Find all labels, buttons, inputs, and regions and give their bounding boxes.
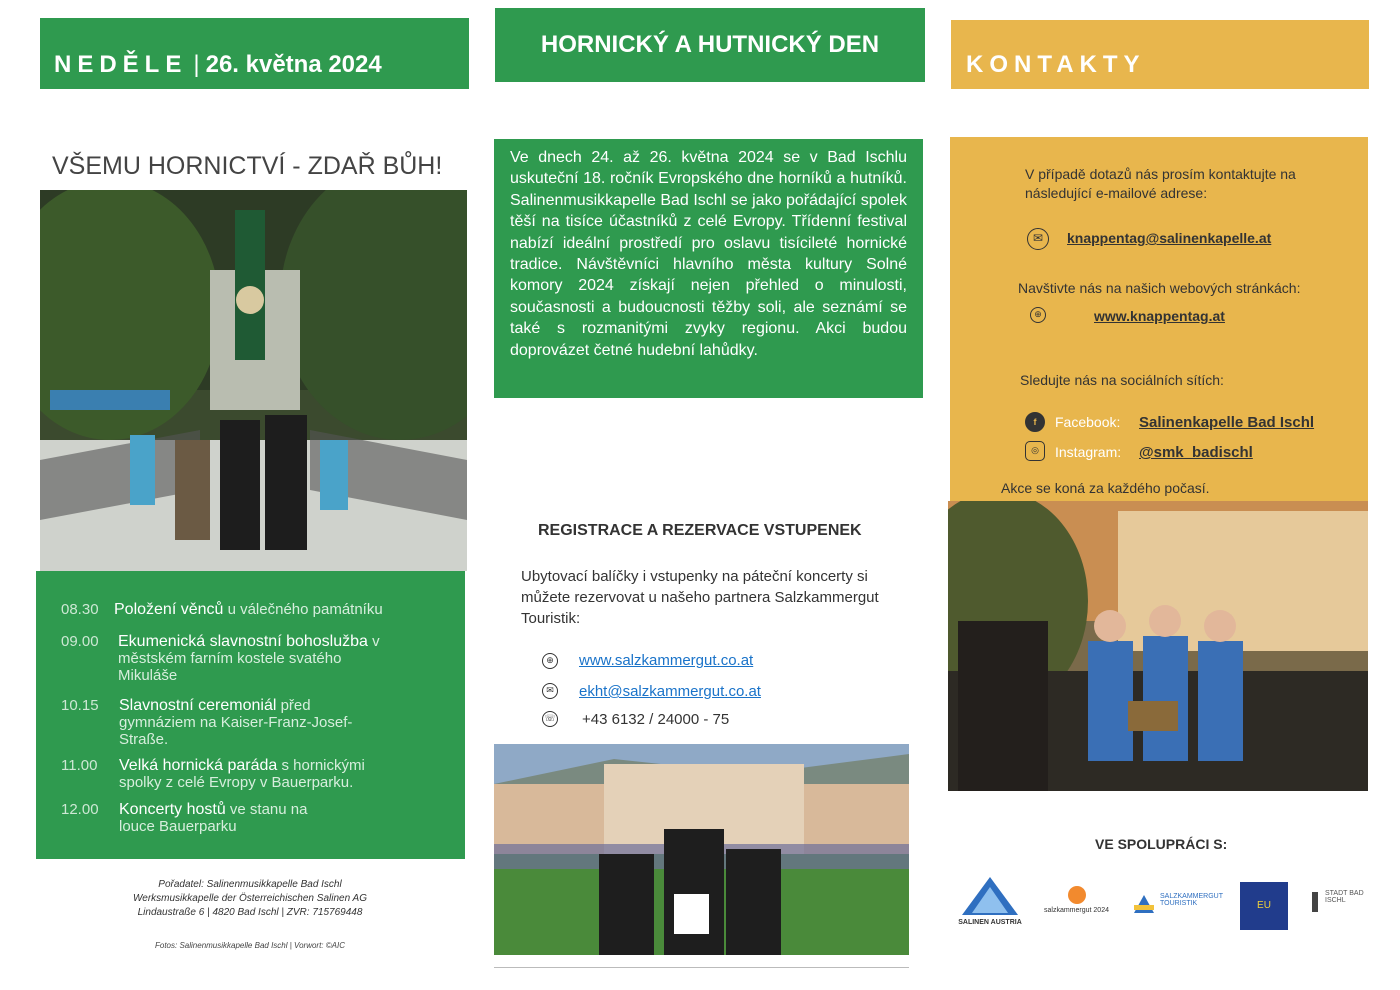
globe-icon: ⊕ — [542, 653, 558, 669]
contacts-header: KONTAKTY — [951, 20, 1369, 89]
contact-web-link[interactable]: www.knappentag.at — [1094, 308, 1225, 324]
facebook-link[interactable]: Salinenkapelle Bad Ischl — [1139, 414, 1315, 431]
partner-name: salzkammergut 2024 — [1044, 907, 1109, 914]
schedule-title: Ekumenická slavnostní bohoslužba — [118, 633, 368, 650]
bottom-rule — [494, 967, 909, 968]
schedule-time: 09.00 — [61, 633, 99, 650]
schedule-title: Velká hornická paráda — [119, 757, 278, 774]
left-header — [40, 18, 469, 89]
contact-question: V případě dotazů nás prosím kontaktujte na následující e-mailové adrese: — [1025, 166, 1296, 201]
women-photo — [948, 501, 1368, 791]
schedule-detail: u válečného památníku — [223, 601, 383, 618]
musicians-photo — [494, 744, 909, 955]
registration-web-link[interactable]: www.salzkammergut.co.at — [579, 652, 754, 669]
contact-email-link[interactable]: knappentag@salinenkapelle.at — [1067, 230, 1272, 246]
header-date: 26. května 2024 — [205, 50, 382, 78]
schedule-title: Položení věnců — [114, 601, 224, 618]
registration-text: Ubytovací balíčky i vstupenky na páteční koncerty si můžete rezervovat u našeho partnera Salzkammergut Touristik: — [521, 568, 879, 627]
schedule-detail: před gymnáziem na Kaiser-Franz-Josef-Straße. — [119, 697, 353, 748]
parade-photo — [40, 190, 467, 571]
instagram-link[interactable]: @smk_badischl — [1139, 444, 1253, 461]
weather-note: Akce se koná za každého počasí. — [1001, 480, 1210, 496]
registration-title: REGISTRACE A REZERVACE VSTUPENEK — [538, 522, 862, 539]
schedule-detail: ve stanu na louce Bauerparku — [119, 801, 308, 835]
organizer-line: Lindaustraße 6 | 4820 Bad Ischl | ZVR: 715769448 — [137, 907, 363, 918]
web-text: Navštivte nás na našich webových stránkách: — [1018, 280, 1301, 296]
contacts-panel — [950, 137, 1368, 501]
middle-header: HORNICKÝ A HUTNICKÝ DEN — [495, 8, 925, 82]
schedule-title: Slavnostní ceremoniál — [119, 697, 277, 714]
organizer-line: Pořadatel: Salinenmusikkapelle Bad Ischl — [158, 879, 342, 890]
photo-credit: Fotos: Salinenmusikkapelle Bad Ischl | Vorwort: ©AIC — [155, 941, 345, 950]
registration-phone: +43 6132 / 24000 - 75 — [582, 711, 730, 728]
globe-icon: ⊕ — [1030, 307, 1046, 323]
social-text: Sledujte nás na sociálních sítích: — [1020, 372, 1224, 388]
schedule-time: 08.30 — [61, 601, 99, 618]
partner-name: STADT BAD ISCHL — [1325, 890, 1364, 904]
schedule-panel — [36, 571, 465, 859]
partner-name: SALINEN AUSTRIA — [958, 919, 1022, 926]
partner-logo-salzkammergut — [1044, 885, 1109, 914]
schedule-detail: v městském farním kostele svatého Mikuláše — [118, 633, 380, 684]
intro-text: Ve dnech 24. až 26. května 2024 se v Bad Ischlu uskuteční 18. ročník Evropského dne horníků a hutníků. Salinenmusikkapelle Bad Ischl se jako pořádající spolek těší na tisíce účastníků z celé Evropy. Třídenní festival nabízí ideální prostředí pro oslavu tisícileté hornické tradice. Návštěvníci hlavního města kultury Solné komory 2024 získají nejen přehled o minulosti, současnosti a budoucnosti těžby soli, ale seznámí se také s rozmanitými zvyky regionu. Akci budou doprovázet četné hudební lahůdky. — [494, 139, 923, 398]
schedule-detail: s hornickými spolky z celé Evropy v Bauerparku. — [119, 757, 365, 791]
instagram-label: Instagram: — [1055, 444, 1122, 460]
email-icon: ✉ — [1027, 228, 1049, 250]
partner-logo-stadt-bad-ischl — [1308, 890, 1366, 914]
partner-logo-touristik — [1132, 893, 1227, 915]
partner-logo-salinen — [955, 875, 1025, 926]
partner-name: EU — [1257, 900, 1271, 911]
email-icon: ✉ — [542, 683, 558, 699]
schedule-time: 11.00 — [61, 757, 98, 774]
partner-logo-eu — [1240, 882, 1288, 930]
instagram-icon[interactable]: ◎ — [1025, 441, 1045, 461]
organizer-line: Werksmusikkapelle der Österreichischen Salinen AG — [133, 893, 367, 904]
facebook-label: Facebook: — [1055, 414, 1121, 430]
header-separator: | — [193, 50, 200, 78]
motto-heading: VŠEMU HORNICTVÍ - ZDAŘ BŮH! — [52, 152, 443, 180]
facebook-icon[interactable]: f — [1025, 412, 1045, 432]
header-day: NEDĚLE — [54, 50, 188, 78]
partner-name: SALZKAMMERGUT TOURISTIK — [1160, 893, 1223, 907]
registration-email-link[interactable]: ekht@salzkammergut.co.at — [579, 683, 761, 700]
organizer-info — [100, 878, 400, 920]
schedule-time: 10.15 — [61, 697, 99, 714]
partners-title: VE SPOLUPRÁCI S: — [1095, 836, 1228, 852]
schedule-title: Koncerty hostů — [119, 801, 226, 818]
phone-icon: ☏ — [542, 711, 558, 727]
schedule-time: 12.00 — [61, 801, 99, 818]
